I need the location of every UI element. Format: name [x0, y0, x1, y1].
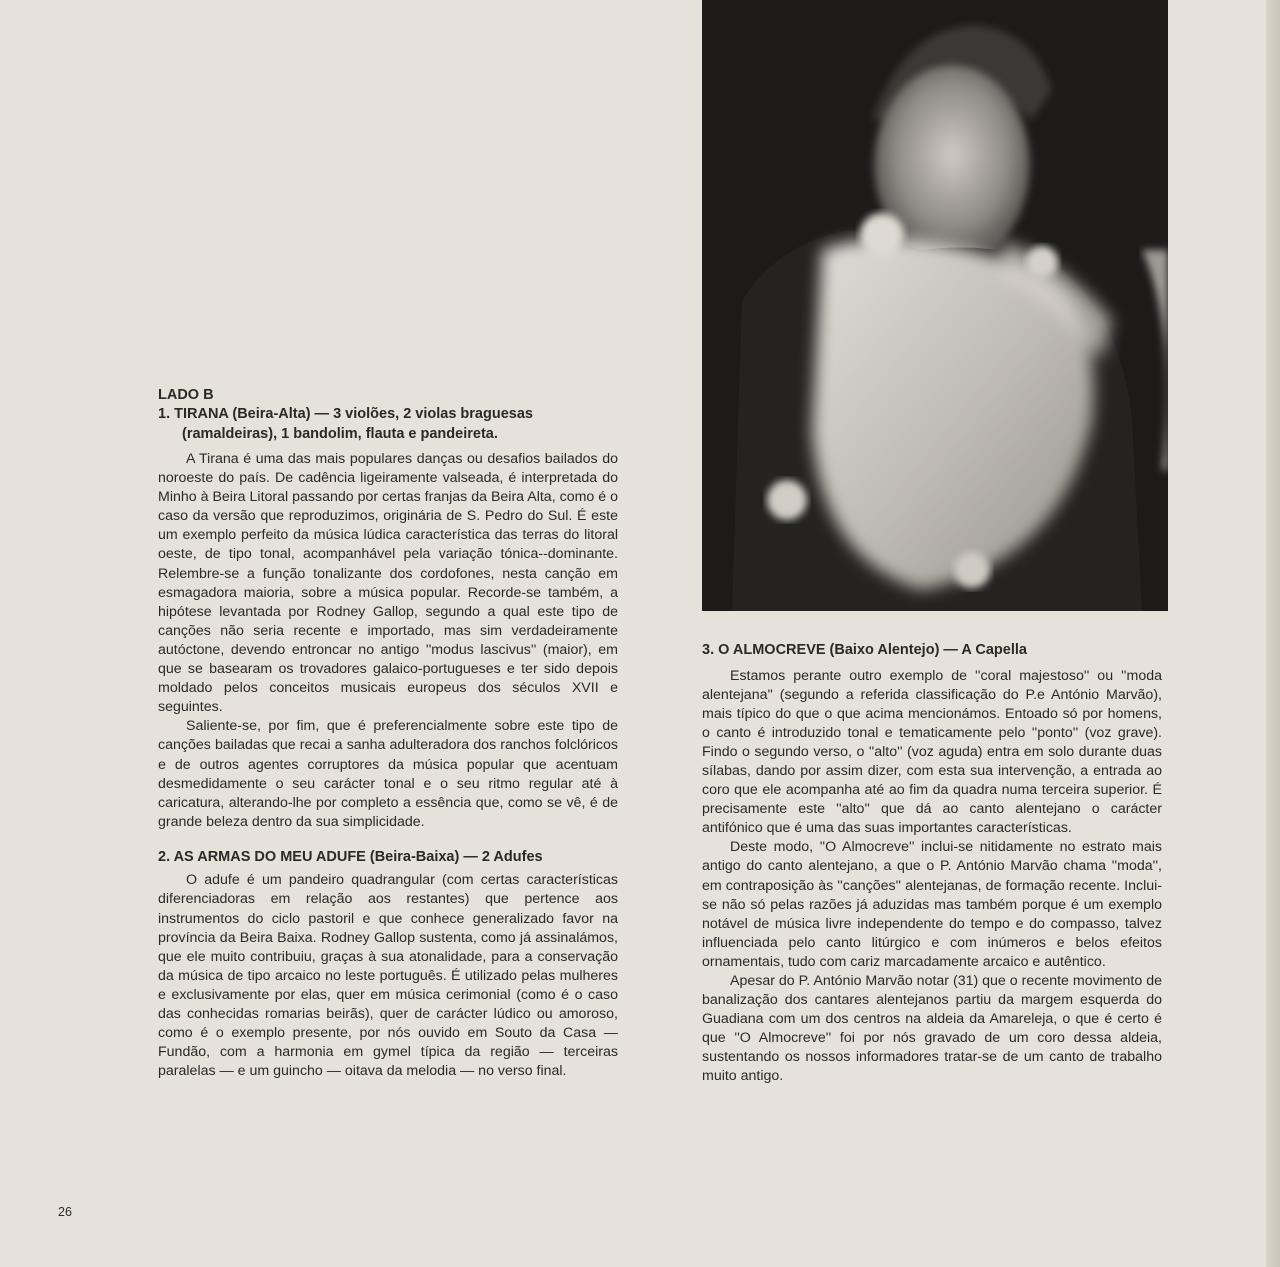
- track-2-heading: 2. AS ARMAS DO MEU ADUFE (Beira-Baixa) — 2 Adufes: [158, 848, 543, 865]
- page-number: 26: [58, 1205, 72, 1219]
- track-1-paragraph: Saliente-se, por fim, que é preferencialmente sobre este tipo de canções bailadas que recai a sanha adulteradora dos ranchos folclóricos e de outros agentes corruptores da música popular que acentuam desmedidamente o seu carácter tonal e o seu ritmo regular até à caricatura, alterando-lhe por completo a essência que, como se vê, é de grande beleza dentro da sua simplicidade.: [158, 718, 618, 830]
- track-2-paragraph: O adufe é um pandeiro quadrangular (com certas características diferenciadoras em relação aos restantes) que pertence aos instrumentos do ciclo pastoril e que conhece generalizado favor na província da Beira Baixa. Rodney Gallop sustenta, como já assinalámos, que ele muito contribuiu, graças à sua atonalidade, para a conservação da música de tipo arcaico no leste português. É utilizado pelas mulheres e exclusivamente por elas, quer em música cerimonial (como é o caso das conhecidas romarias beirãs), quer de carácter lúdico ou amoroso, como é o exemplo presente, por nós ouvido em Souto da Casa — Fundão, com a harmonia em gymel típica da região — terceiras paralelas — e um guincho — oitava da melodia — no verso final.: [158, 872, 618, 1080]
- section-label: LADO B: [158, 387, 214, 403]
- track-3-paragraph: Estamos perante outro exemplo de ''coral majestoso'' ou ''moda alentejana'' (segundo a referida classificação do P.e António Marvão), mais típico do que o que acima mencionámos. Entoado só por homens, o canto é introduzido tonal e tematicamente pelo ''ponto'' (voz grave). Findo o segundo verso, o ''alto'' (voz aguda) entra em solo durante duas sílabas, dando por assim dizer, com esta sua intervenção, a entrada ao coro que ele acompanha até ao fim da quadra numa terceira superior. É precisamente este ''alto'' que dá ao canto alentejano o carácter antifónico que é uma das suas importantes características.: [702, 667, 1162, 837]
- right-column: [702, 641, 1162, 1087]
- track-3-paragraph: Apesar do P. António Marvão notar (31) que o recente movimento de banalização dos cantares alentejanos partiu da margem esquerda do Guadiana com um dos centros na aldeia da Amareleja, o que é certo é que ''O Almocreve'' foi por nós gravado de um coro dessa aldeia, sustentando os nossos informadores tratar-se de um canto de trabalho muito antigo.: [702, 973, 1162, 1085]
- track-3-paragraph: Deste modo, ''O Almocreve'' inclui-se nitidamente no estrato mais antigo do canto alentejano, a que o P. António Marvão chama ''moda'', em contraposição às ''canções'' alentejanas, de formação recente. Inclui-se não só pelas razões já aduzidas mas também porque é um exemplo notável de música livre independente do tempo e do compasso, talvez influenciada pelo canto litúrgico e com inúmeros e belos efeitos ornamentais, tudo com cariz marcadamente arcaico e autêntico.: [702, 839, 1162, 970]
- track-3-heading: 3. O ALMOCREVE (Baixo Alentejo) — A Capella: [702, 642, 1027, 658]
- photo-woman-with-adufe: [702, 0, 1168, 611]
- track-1-heading: 1. TIRANA (Beira-Alta) — 3 violões, 2 violas braguesas (ramaldeiras), 1 bandolim, flauta e pandeireta.: [158, 406, 533, 442]
- page-edge: [1266, 0, 1280, 1267]
- track-1-paragraph: A Tirana é uma das mais populares danças ou desafios bailados do noroeste do país. De cadência ligeiramente valseada, é interpretada do Minho à Beira Litoral passando por certas franjas da Beira Alta, como é o caso da versão que reproduzimos, originária de S. Pedro do Sul. É este um exemplo perfeito da música lúdica característica das terras do litoral oeste, de tipo tonal, acompanhável pela variação tónica--dominante. Relembre-se a função tonalizante dos cordofones, nesta canção em esmagadora maioria, sobre a música popular. Recorde-se também, a hipótese levantada por Rodney Gallop, segundo a qual este tipo de canções não seria recente e importado, mas sim verdadeiramente autóctone, devendo entroncar no antigo ''modus lascivus'' (maior), em que se basearam os trovadores galaico-portugueses e ter sido depois moldado pelos conceitos musicais europeus dos séculos XVII e seguintes.: [158, 451, 618, 716]
- left-column: [158, 386, 618, 1081]
